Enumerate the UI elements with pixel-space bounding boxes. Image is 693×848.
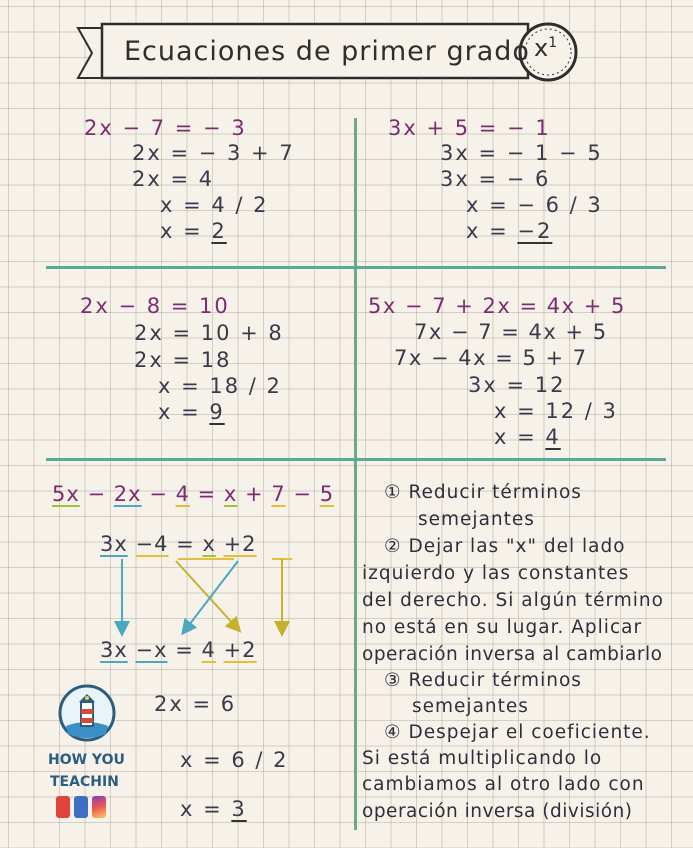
- equation-line: 3x = 12: [468, 373, 566, 397]
- worked-line-2: 3x −4 = x +2: [100, 532, 257, 556]
- equation-line: 7x − 7 = 4x + 5: [414, 320, 608, 344]
- step-line: operación inversa (división): [362, 801, 633, 822]
- term-move-arrows: [100, 555, 320, 639]
- step-line: cambiamos al otro lado con: [362, 774, 645, 795]
- social-icons: [56, 796, 106, 822]
- equation-line: 3x = − 6: [440, 167, 551, 191]
- worked-line-5: x = 6 / 2: [180, 748, 289, 772]
- equation-result: x = 2: [160, 219, 227, 243]
- step-line: semejantes: [412, 696, 529, 717]
- equation-line: x = − 6 / 3: [466, 193, 603, 217]
- logo-text-line-2: TEACHIN: [50, 774, 119, 790]
- equation-line: 2x − 7 = − 3: [84, 116, 247, 140]
- equation-line: 2x − 8 = 10: [80, 294, 230, 318]
- title-badge-exponent: 1: [548, 35, 558, 51]
- instagram-icon: [92, 796, 106, 818]
- equation-result: x = 9: [158, 400, 225, 424]
- equation-line: 5x − 7 + 2x = 4x + 5: [368, 294, 626, 318]
- step-line: del derecho. Si algún término: [362, 590, 664, 611]
- equation-line: 3x = − 1 − 5: [440, 141, 603, 165]
- worked-line-4: 2x = 6: [154, 692, 237, 716]
- step-line: ① Reducir términos: [384, 482, 582, 503]
- equation-line: 3x + 5 = − 1: [388, 116, 551, 140]
- title-badge-variable: x: [534, 34, 549, 62]
- step-line: semejantes: [418, 509, 535, 530]
- step-line: izquierdo y las constantes: [362, 563, 630, 584]
- worked-line-1: 5x − 2x − 4 = x + 7 − 5: [52, 482, 335, 506]
- youtube-icon: [56, 796, 70, 818]
- equation-line: x = 18 / 2: [158, 374, 282, 398]
- result-value: 9: [209, 400, 225, 424]
- result-value: −2: [517, 219, 553, 243]
- divider-vertical: [354, 118, 357, 830]
- result-value: 4: [545, 425, 561, 449]
- divider-horizontal-2: [46, 458, 666, 461]
- divider-horizontal-1: [46, 266, 666, 269]
- step-line: ③ Reducir términos: [384, 670, 582, 691]
- worked-line-3: 3x −x = 4 +2: [100, 638, 257, 662]
- equation-line: 2x = 10 + 8: [134, 321, 284, 345]
- equation-result: x = 4: [494, 425, 561, 449]
- equation-line: 7x − 4x = 5 + 7: [394, 346, 588, 370]
- result-value: 3: [231, 797, 247, 821]
- page-title: Ecuaciones de primer grado: [124, 36, 530, 67]
- worked-result: x = 3: [180, 797, 247, 821]
- step-line: no está en su lugar. Aplicar: [362, 617, 643, 638]
- facebook-icon: [74, 796, 88, 818]
- equation-line: 2x = − 3 + 7: [132, 141, 295, 165]
- result-value: 2: [211, 219, 227, 243]
- equation-line: 2x = 4: [132, 167, 215, 191]
- step-line: Si está multiplicando lo: [362, 748, 603, 769]
- logo-text-line-1: HOW YOU: [48, 752, 125, 768]
- lighthouse-logo-icon: [58, 682, 116, 744]
- step-line: ② Dejar las "x" del lado: [384, 536, 626, 557]
- title-badge: [534, 34, 557, 62]
- equation-line: 2x = 18: [134, 348, 232, 372]
- step-line: ④ Despejar el coeficiente.: [384, 722, 651, 743]
- equation-line: x = 12 / 3: [494, 399, 618, 423]
- equation-line: x = 4 / 2: [160, 193, 269, 217]
- step-line: operación inversa al cambiarlo: [362, 644, 663, 665]
- equation-result: x = −2: [466, 219, 553, 243]
